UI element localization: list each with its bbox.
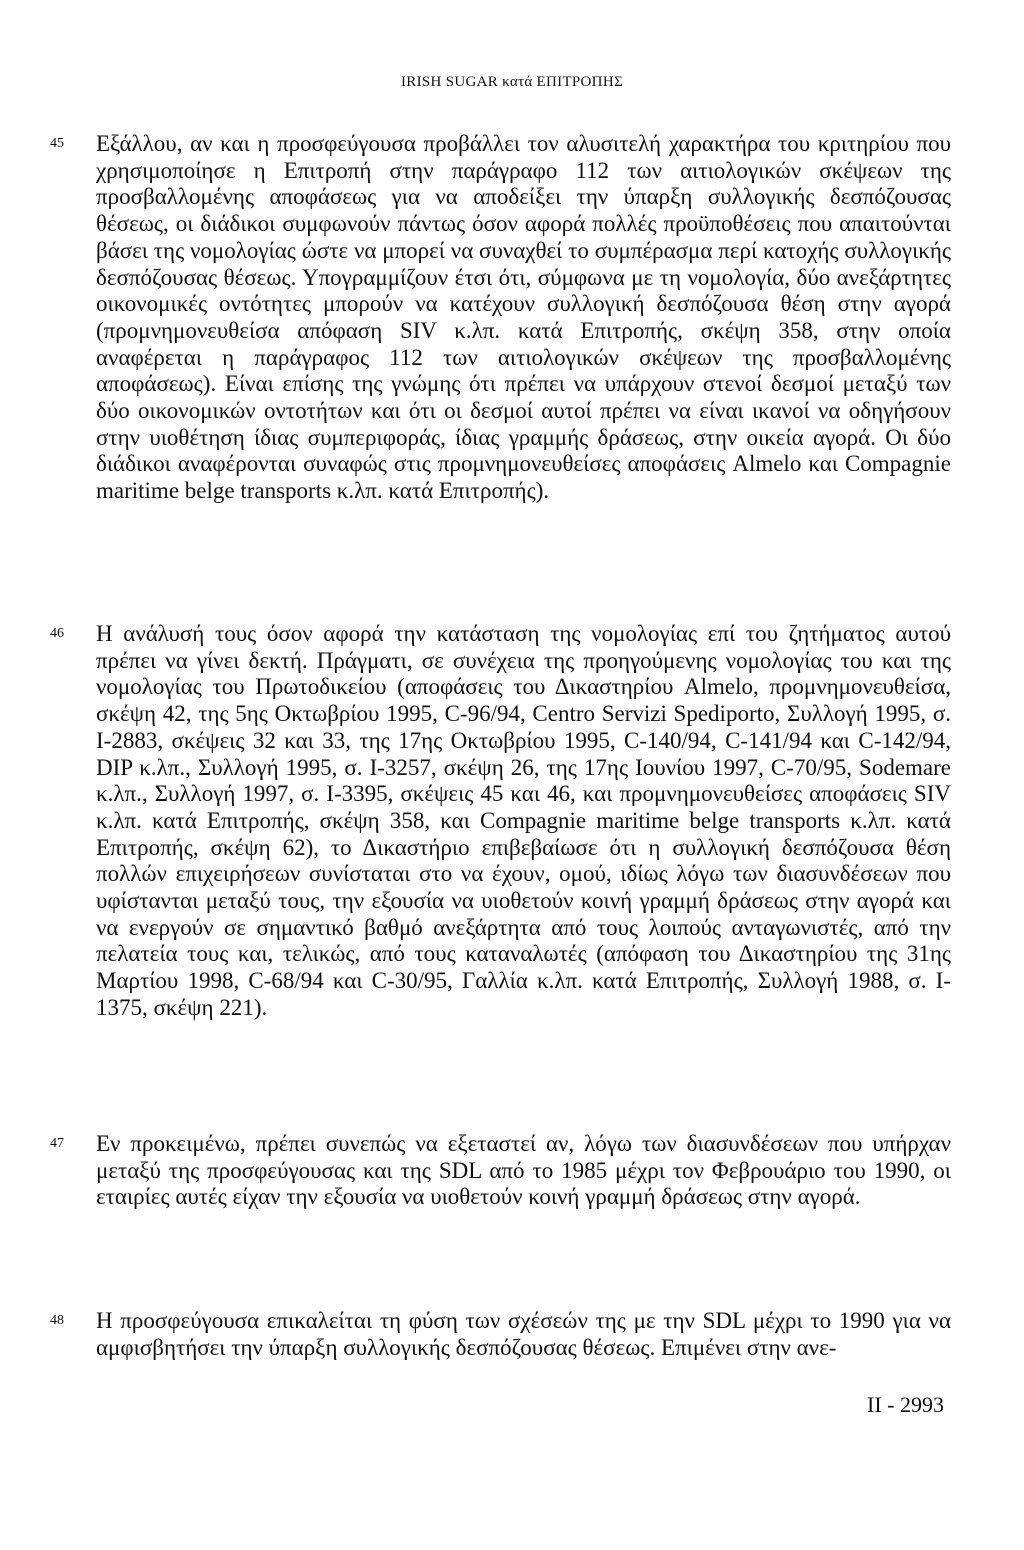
page-number: II - 2993 (867, 1392, 944, 1417)
paragraph-text: Εξάλλου, αν και η προσφεύγουσα προβάλλει τον αλυσιτελή χαρακτήρα του κριτηρίου που χρησιμοποίησε η Επιτροπή στην παράγραφο 112 των αιτιολογικών σκέψεων της προσβαλλομένης αποφάσεως για να αποδείξει την ύπαρξη συλλογικής δεσπόζουσας θέσεως, οι διάδικοι συμφωνούν πάντως όσον αφορά πολλές προϋποθέσεις που απαιτούνται βάσει της νομολογίας ώστε να μπορεί να συναχθεί το συμπέρασμα περί κατοχής συλλογικής δεσπόζουσας θέσεως. Υπογραμμίζουν έτσι ότι, σύμφωνα με τη νομολογία, δύο ανεξάρτητες οικονομικές οντότητες μπορούν να κατέχουν συλλογική δεσπόζουσα θέση στην αγορά (προμνημονευθείσα απόφαση SIV κ.λπ. κατά Επιτροπής, σκέψη 358, στην οποία αναφέρεται η παράγραφος 112 των αιτιολογικών σκέψεων της προσβαλλομένης αποφάσεως). Είναι επίσης της γνώμης ότι πρέπει να υπάρχουν στενοί δεσμοί μεταξύ των δύο οικονομικών οντοτήτων και ότι οι δεσμοί αυτοί πρέπει να είναι ικανοί να οδηγήσουν στην υιοθέτηση ίδιας συμπεριφοράς, ίδιας γραμμής δράσεως, στην οικεία αγορά. Οι δύο διάδικοι αναφέρονται συναφώς στις προμνημονευθείσες αποφάσεις Almelo και Compagnie maritime belge transports κ.λπ. κατά Επιτροπής). (96, 131, 951, 504)
running-header: IRISH SUGAR κατά ΕΠΙΤΡΟΠΗΣ (401, 74, 623, 90)
paragraph-number: 46 (50, 626, 64, 641)
paragraph-number: 47 (50, 1136, 64, 1151)
paragraph-number: 45 (50, 136, 64, 151)
paragraph-number: 48 (50, 1313, 64, 1328)
paragraph-text: Η ανάλυσή τους όσον αφορά την κατάσταση της νομολογίας επί του ζητήματος αυτού πρέπει να γίνει δεκτή. Πράγματι, σε συνέχεια της προηγούμενης νομολογίας του και της νομολογίας του Πρωτοδικείου (αποφάσεις του Δικαστηρίου Almelo, προμνημονευθείσα, σκέψη 42, της 5ης Οκτωβρίου 1995, C-96/94, Centro Servizi Spediporto, Συλλογή 1995, σ. I-2883, σκέψεις 32 και 33, της 17ης Οκτωβρίου 1995, C-140/94, C-141/94 και C-142/94, DIP κ.λπ., Συλλογή 1995, σ. I-3257, σκέψη 26, της 17ης Ιουνίου 1997, C-70/95, Sodemare κ.λπ., Συλλογή 1997, σ. I-3395, σκέψεις 45 και 46, και προμνημονευθείσες αποφάσεις SIV κ.λπ. κατά Επιτροπής, σκέψη 358, και Compagnie maritime belge transports κ.λπ. κατά Επιτροπής, σκέψη 62), το Δικαστήριο επιβεβαίωσε ότι η συλλογική δεσπόζουσα θέση πολλών επιχειρήσεων συνίσταται στο να έχουν, ομού, ιδίως λόγω των διασυνδέσεων που υφίστανται μεταξύ τους, την εξουσία να υιοθετούν κοινή γραμμή δράσεως στην αγορά και να ενεργούν σε σημαντικό βαθμό ανεξάρτητα από τους λοιπούς ανταγωνιστές, από την πελατεία τους και, τελικώς, από τους καταναλωτές (απόφαση του Δικαστηρίου της 31ης Μαρτίου 1998, C-68/94 και C-30/95, Γαλλία κ.λπ. κατά Επιτροπής, Συλλογή 1988, σ. I-1375, σκέψη 221). (96, 621, 951, 1020)
paragraph-text: Η προσφεύγουσα επικαλείται τη φύση των σχέσεών της με την SDL μέχρι το 1990 για να αμφισβητήσει την ύπαρξη συλλογικής δεσπόζουσας θέσεως. Επιμένει στην ανε- (96, 1308, 951, 1360)
paragraph-text: Εν προκειμένω, πρέπει συνεπώς να εξεταστεί αν, λόγω των διασυνδέσεων που υπήρχαν μεταξύ της προσφεύγουσας και της SDL από το 1985 μέχρι τον Φεβρουάριο του 1990, οι εταιρίες αυτές είχαν την εξουσία να υιοθετούν κοινή γραμμή δράσεως στην αγορά. (96, 1131, 951, 1210)
